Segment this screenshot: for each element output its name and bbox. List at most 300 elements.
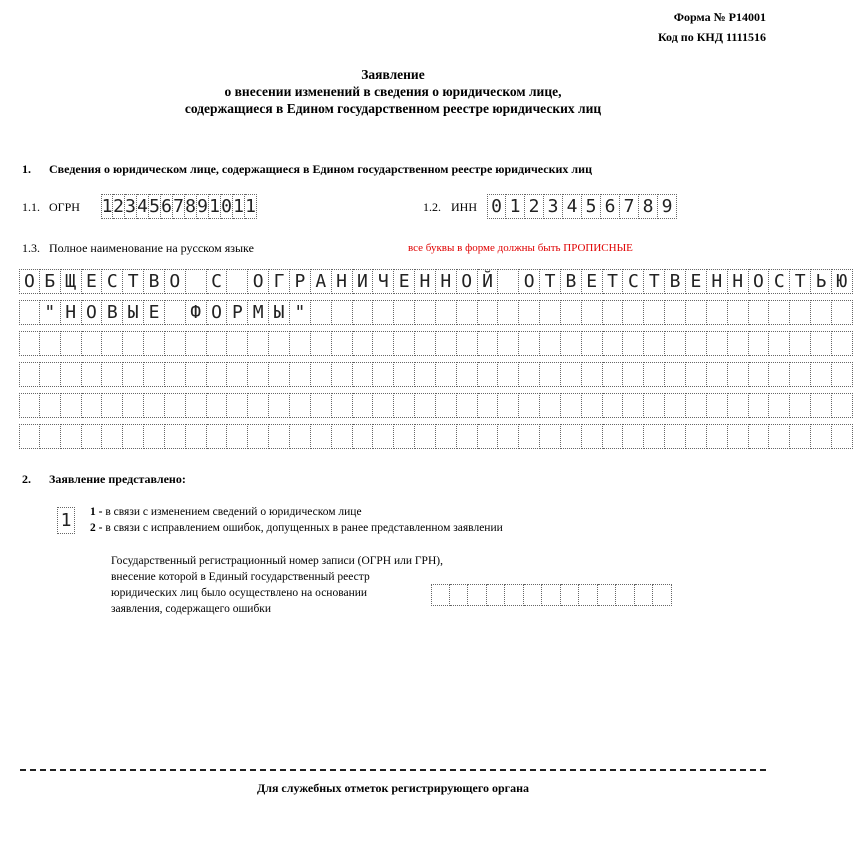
full-name-row[interactable] xyxy=(19,331,853,356)
full-name-letter-cell[interactable] xyxy=(561,362,582,387)
inn-digit[interactable]: 1 xyxy=(506,194,525,219)
full-name-letter-cell[interactable]: С xyxy=(769,269,790,294)
full-name-letter-cell[interactable]: В xyxy=(561,269,582,294)
full-name-letter-cell[interactable] xyxy=(811,362,832,387)
full-name-letter-cell[interactable]: Ч xyxy=(373,269,394,294)
full-name-letter-cell[interactable] xyxy=(82,424,103,449)
full-name-letter-cell[interactable] xyxy=(436,362,457,387)
full-name-letter-cell[interactable] xyxy=(186,269,207,294)
full-name-letter-cell[interactable]: Т xyxy=(644,269,665,294)
full-name-letter-cell[interactable]: Е xyxy=(394,269,415,294)
option-2-text: в связи с исправлением ошибок, допущенных в ранее представленном заявлении xyxy=(102,522,503,534)
full-name-letter-cell[interactable] xyxy=(707,331,728,356)
full-name-letter-cell[interactable] xyxy=(769,300,790,325)
full-name-letter-cell[interactable] xyxy=(373,300,394,325)
full-name-letter-cell[interactable] xyxy=(248,362,269,387)
full-name-letter-cell[interactable] xyxy=(832,331,853,356)
full-name-letter-cell[interactable] xyxy=(186,362,207,387)
ogrn-digit[interactable]: 1 xyxy=(245,196,256,217)
full-name-row[interactable] xyxy=(19,393,853,418)
full-name-letter-cell[interactable] xyxy=(353,300,374,325)
grn-digit[interactable] xyxy=(505,584,524,606)
full-name-letter-cell[interactable] xyxy=(19,362,40,387)
full-name-letter-cell[interactable]: Р xyxy=(290,269,311,294)
full-name-letter-cell[interactable] xyxy=(644,331,665,356)
full-name-letter-cell[interactable] xyxy=(457,362,478,387)
full-name-letter-cell[interactable] xyxy=(436,300,457,325)
full-name-letter-cell[interactable]: О xyxy=(248,269,269,294)
full-name-letter-cell[interactable] xyxy=(665,362,686,387)
full-name-letter-cell[interactable] xyxy=(207,331,228,356)
inn-digit[interactable]: 7 xyxy=(620,194,639,219)
grn-field[interactable] xyxy=(431,584,672,606)
full-name-letter-cell[interactable] xyxy=(332,424,353,449)
option-1-text: в связи с изменением сведений о юридическом лице xyxy=(102,506,362,518)
full-name-letter-cell[interactable] xyxy=(519,424,540,449)
full-name-letter-cell[interactable] xyxy=(290,393,311,418)
full-name-letter-cell[interactable] xyxy=(728,362,749,387)
full-name-letter-cell[interactable]: М xyxy=(248,300,269,325)
full-name-letter-cell[interactable] xyxy=(332,393,353,418)
full-name-letter-cell[interactable] xyxy=(707,300,728,325)
full-name-letter-cell[interactable] xyxy=(436,393,457,418)
full-name-letter-cell[interactable] xyxy=(207,362,228,387)
inn-digit[interactable]: 3 xyxy=(544,194,563,219)
full-name-letter-cell[interactable] xyxy=(207,393,228,418)
full-name-letter-cell[interactable]: С xyxy=(102,269,123,294)
full-name-letter-cell[interactable] xyxy=(394,300,415,325)
grn-digit[interactable] xyxy=(561,584,580,606)
full-name-letter-cell[interactable] xyxy=(290,331,311,356)
full-name-letter-cell[interactable] xyxy=(269,393,290,418)
full-name-letter-cell[interactable] xyxy=(582,393,603,418)
grn-label-line: Государственный регистрационный номер записи (ОГРН или ГРН), xyxy=(111,555,443,567)
full-name-letter-cell[interactable] xyxy=(415,331,436,356)
full-name-letter-cell[interactable] xyxy=(373,331,394,356)
full-name-letter-cell[interactable] xyxy=(728,393,749,418)
full-name-letter-cell[interactable] xyxy=(332,331,353,356)
full-name-letter-cell[interactable]: О xyxy=(165,269,186,294)
full-name-letter-cell[interactable] xyxy=(123,393,144,418)
full-name-letter-cell[interactable] xyxy=(165,393,186,418)
full-name-letter-cell[interactable] xyxy=(394,331,415,356)
full-name-letter-cell[interactable] xyxy=(498,362,519,387)
full-name-letter-cell[interactable] xyxy=(540,424,561,449)
submission-reason-value[interactable]: 1 xyxy=(57,507,75,534)
full-name-letter-cell[interactable]: О xyxy=(19,269,40,294)
full-name-letter-cell[interactable] xyxy=(248,331,269,356)
full-name-row[interactable] xyxy=(19,300,853,325)
grn-digit[interactable] xyxy=(616,584,635,606)
full-name-letter-cell[interactable] xyxy=(498,424,519,449)
ogrn-digit[interactable]: 8 xyxy=(185,196,196,217)
inn-digit[interactable]: 8 xyxy=(639,194,658,219)
full-name-letter-cell[interactable]: В xyxy=(144,269,165,294)
uppercase-note: все буквы в форме должны быть ПРОПИСНЫЕ xyxy=(408,242,633,254)
full-name-letter-cell[interactable] xyxy=(603,362,624,387)
full-name-letter-cell[interactable]: Ы xyxy=(123,300,144,325)
full-name-letter-cell[interactable] xyxy=(61,424,82,449)
full-name-letter-cell[interactable] xyxy=(227,424,248,449)
grn-digit[interactable] xyxy=(487,584,506,606)
full-name-letter-cell[interactable] xyxy=(19,300,40,325)
submission-reason-field[interactable] xyxy=(57,507,75,534)
full-name-letter-cell[interactable] xyxy=(373,362,394,387)
full-name-letter-cell[interactable] xyxy=(123,331,144,356)
full-name-letter-cell[interactable] xyxy=(165,362,186,387)
full-name-letter-cell[interactable] xyxy=(769,331,790,356)
full-name-letter-cell[interactable] xyxy=(457,300,478,325)
full-name-letter-cell[interactable] xyxy=(394,393,415,418)
full-name-letter-cell[interactable] xyxy=(269,362,290,387)
full-name-letter-cell[interactable] xyxy=(311,362,332,387)
inn-digit[interactable]: 0 xyxy=(487,194,506,219)
full-name-letter-cell[interactable] xyxy=(728,300,749,325)
full-name-letter-cell[interactable] xyxy=(40,424,61,449)
full-name-letter-cell[interactable] xyxy=(603,393,624,418)
full-name-letter-cell[interactable]: Н xyxy=(415,269,436,294)
full-name-letter-cell[interactable]: Е xyxy=(582,269,603,294)
full-name-letter-cell[interactable]: И xyxy=(353,269,374,294)
full-name-letter-cell[interactable] xyxy=(144,424,165,449)
full-name-letter-cell[interactable] xyxy=(415,362,436,387)
full-name-letter-cell[interactable] xyxy=(623,362,644,387)
full-name-letter-cell[interactable] xyxy=(832,300,853,325)
full-name-letter-cell[interactable] xyxy=(415,300,436,325)
full-name-letter-cell[interactable] xyxy=(728,331,749,356)
full-name-letter-cell[interactable]: Г xyxy=(269,269,290,294)
full-name-letter-cell[interactable] xyxy=(832,393,853,418)
full-name-letter-cell[interactable] xyxy=(561,393,582,418)
full-name-letter-cell[interactable] xyxy=(603,424,624,449)
full-name-letter-cell[interactable]: Т xyxy=(540,269,561,294)
full-name-letter-cell[interactable] xyxy=(227,331,248,356)
option-1-code: 1 - xyxy=(90,506,103,518)
full-name-letter-cell[interactable] xyxy=(623,300,644,325)
full-name-letter-cell[interactable] xyxy=(603,331,624,356)
full-name-letter-cell[interactable] xyxy=(415,393,436,418)
full-name-letter-cell[interactable] xyxy=(373,393,394,418)
full-name-letter-cell[interactable] xyxy=(811,300,832,325)
full-name-letter-cell[interactable] xyxy=(749,300,770,325)
full-name-letter-cell[interactable]: Б xyxy=(40,269,61,294)
full-name-letter-cell[interactable]: О xyxy=(82,300,103,325)
ogrn-digit[interactable]: 1 xyxy=(209,196,220,217)
full-name-letter-cell[interactable]: О xyxy=(207,300,228,325)
full-name-letter-cell[interactable] xyxy=(790,331,811,356)
full-name-letter-cell[interactable] xyxy=(749,362,770,387)
full-name-letter-cell[interactable] xyxy=(144,362,165,387)
full-name-letter-cell[interactable] xyxy=(478,300,499,325)
full-name-letter-cell[interactable] xyxy=(19,331,40,356)
full-name-letter-cell[interactable] xyxy=(686,424,707,449)
full-name-letter-cell[interactable]: Ы xyxy=(269,300,290,325)
full-name-letter-cell[interactable] xyxy=(644,393,665,418)
full-name-letter-cell[interactable] xyxy=(790,362,811,387)
full-name-letter-cell[interactable] xyxy=(540,362,561,387)
full-name-letter-cell[interactable] xyxy=(603,300,624,325)
full-name-letter-cell[interactable] xyxy=(227,269,248,294)
full-name-letter-cell[interactable] xyxy=(102,393,123,418)
full-name-letter-cell[interactable] xyxy=(811,393,832,418)
full-name-letter-cell[interactable] xyxy=(436,331,457,356)
full-name-letter-cell[interactable] xyxy=(790,300,811,325)
full-name-letter-cell[interactable]: Е xyxy=(686,269,707,294)
grn-digit[interactable] xyxy=(524,584,543,606)
full-name-letter-cell[interactable]: С xyxy=(623,269,644,294)
full-name-letter-cell[interactable] xyxy=(623,331,644,356)
full-name-letter-cell[interactable] xyxy=(61,393,82,418)
full-name-letter-cell[interactable]: Т xyxy=(123,269,144,294)
full-name-letter-cell[interactable]: Щ xyxy=(61,269,82,294)
full-name-letter-cell[interactable]: Н xyxy=(332,269,353,294)
full-name-letter-cell[interactable] xyxy=(561,300,582,325)
full-name-letter-cell[interactable] xyxy=(82,393,103,418)
inn-digit[interactable]: 6 xyxy=(601,194,620,219)
grn-digit[interactable] xyxy=(635,584,654,606)
inn-label: ИНН xyxy=(451,200,477,214)
full-name-letter-cell[interactable] xyxy=(248,393,269,418)
full-name-letter-cell[interactable] xyxy=(436,424,457,449)
full-name-letter-cell[interactable] xyxy=(102,362,123,387)
full-name-letter-cell[interactable] xyxy=(478,362,499,387)
full-name-letter-cell[interactable]: А xyxy=(311,269,332,294)
full-name-letter-cell[interactable] xyxy=(311,331,332,356)
full-name-letter-cell[interactable] xyxy=(519,300,540,325)
full-name-letter-cell[interactable] xyxy=(19,424,40,449)
full-name-letter-cell[interactable] xyxy=(644,424,665,449)
grn-digit[interactable] xyxy=(598,584,617,606)
full-name-letter-cell[interactable] xyxy=(123,424,144,449)
full-name-letter-cell[interactable] xyxy=(644,362,665,387)
full-name-letter-cell[interactable] xyxy=(40,362,61,387)
full-name-letter-cell[interactable] xyxy=(227,393,248,418)
form-number: Форма № Р14001 xyxy=(673,10,766,24)
full-name-letter-cell[interactable] xyxy=(686,331,707,356)
full-name-letter-cell[interactable] xyxy=(686,393,707,418)
ogrn-digit[interactable]: 9 xyxy=(197,196,208,217)
full-name-letter-cell[interactable]: Н xyxy=(436,269,457,294)
full-name-letter-cell[interactable]: Т xyxy=(603,269,624,294)
full-name-letter-cell[interactable]: В xyxy=(102,300,123,325)
full-name-letter-cell[interactable] xyxy=(457,424,478,449)
full-name-letter-cell[interactable] xyxy=(61,362,82,387)
full-name-letter-cell[interactable] xyxy=(311,424,332,449)
full-name-letter-cell[interactable] xyxy=(269,331,290,356)
full-name-letter-cell[interactable] xyxy=(144,331,165,356)
full-name-letter-cell[interactable]: Й xyxy=(478,269,499,294)
full-name-letter-cell[interactable] xyxy=(165,331,186,356)
full-name-letter-cell[interactable]: Ф xyxy=(186,300,207,325)
page-title-line2: о внесении изменений в сведения о юридическом лице, xyxy=(224,84,562,99)
full-name-letter-cell[interactable] xyxy=(749,424,770,449)
full-name-letter-cell[interactable] xyxy=(248,424,269,449)
full-name-letter-cell[interactable] xyxy=(478,424,499,449)
ogrn-digit[interactable]: 3 xyxy=(125,196,136,217)
full-name-letter-cell[interactable] xyxy=(811,424,832,449)
full-name-letter-cell[interactable] xyxy=(540,331,561,356)
full-name-letter-cell[interactable] xyxy=(540,300,561,325)
full-name-row[interactable] xyxy=(19,269,853,294)
full-name-row[interactable] xyxy=(19,424,853,449)
full-name-letter-cell[interactable] xyxy=(498,269,519,294)
full-name-letter-cell[interactable] xyxy=(165,424,186,449)
knd-code: Код по КНД 1111516 xyxy=(657,30,766,44)
full-name-letter-cell[interactable] xyxy=(478,393,499,418)
full-name-letter-cell[interactable] xyxy=(478,331,499,356)
full-name-letter-cell[interactable]: В xyxy=(665,269,686,294)
full-name-letter-cell[interactable] xyxy=(353,362,374,387)
full-name-letter-cell[interactable] xyxy=(498,393,519,418)
ogrn-digit[interactable]: 5 xyxy=(149,196,160,217)
full-name-letter-cell[interactable] xyxy=(665,331,686,356)
full-name-letter-cell[interactable] xyxy=(144,393,165,418)
full-name-letter-cell[interactable]: " xyxy=(40,300,61,325)
ogrn-digit[interactable]: 0 xyxy=(221,196,232,217)
full-name-letter-cell[interactable]: О xyxy=(519,269,540,294)
full-name-letter-cell[interactable] xyxy=(665,393,686,418)
ogrn-label: ОГРН xyxy=(49,200,80,214)
full-name-letter-cell[interactable] xyxy=(686,362,707,387)
full-name-letter-cell[interactable] xyxy=(769,393,790,418)
full-name-letter-cell[interactable] xyxy=(102,331,123,356)
full-name-letter-cell[interactable] xyxy=(415,424,436,449)
full-name-letter-cell[interactable] xyxy=(582,424,603,449)
full-name-letter-cell[interactable] xyxy=(561,424,582,449)
full-name-letter-cell[interactable] xyxy=(457,393,478,418)
ogrn-digit[interactable]: 1 xyxy=(101,196,113,217)
full-name-letter-cell[interactable] xyxy=(332,300,353,325)
grn-digit[interactable] xyxy=(579,584,598,606)
full-name-letter-cell[interactable]: Н xyxy=(707,269,728,294)
full-name-letter-cell[interactable] xyxy=(332,362,353,387)
full-name-letter-cell[interactable]: Н xyxy=(61,300,82,325)
full-name-letter-cell[interactable] xyxy=(186,424,207,449)
full-name-letter-cell[interactable] xyxy=(311,393,332,418)
grn-digit[interactable] xyxy=(431,584,450,606)
full-name-letter-cell[interactable] xyxy=(498,300,519,325)
full-name-letter-cell[interactable] xyxy=(40,331,61,356)
full-name-row[interactable] xyxy=(19,362,853,387)
full-name-letter-cell[interactable] xyxy=(269,424,290,449)
full-name-letter-cell[interactable] xyxy=(519,393,540,418)
grn-label xyxy=(111,553,443,617)
full-name-letter-cell[interactable] xyxy=(290,424,311,449)
full-name-letter-cell[interactable] xyxy=(498,331,519,356)
full-name-letter-cell[interactable] xyxy=(540,393,561,418)
full-name-letter-cell[interactable] xyxy=(353,393,374,418)
full-name-letter-cell[interactable]: Ю xyxy=(832,269,853,294)
full-name-letter-cell[interactable] xyxy=(353,331,374,356)
full-name-letter-cell[interactable]: С xyxy=(207,269,228,294)
grn-digit[interactable] xyxy=(468,584,487,606)
ogrn-digit[interactable]: 1 xyxy=(233,196,244,217)
full-name-letter-cell[interactable] xyxy=(19,393,40,418)
ogrn-digit[interactable]: 6 xyxy=(161,196,172,217)
full-name-letter-cell[interactable] xyxy=(832,424,853,449)
ogrn-digit[interactable]: 2 xyxy=(113,196,124,217)
full-name-letter-cell[interactable] xyxy=(207,424,228,449)
full-name-letter-cell[interactable] xyxy=(82,331,103,356)
inn-digit[interactable]: 2 xyxy=(525,194,544,219)
full-name-letter-cell[interactable]: Ь xyxy=(811,269,832,294)
full-name-letter-cell[interactable] xyxy=(582,300,603,325)
grn-digit[interactable] xyxy=(542,584,561,606)
full-name-letter-cell[interactable] xyxy=(373,424,394,449)
inn-digit[interactable]: 9 xyxy=(658,194,677,219)
full-name-letter-cell[interactable] xyxy=(686,300,707,325)
grn-digit[interactable] xyxy=(653,584,672,606)
inn-field[interactable] xyxy=(487,194,677,219)
ogrn-field[interactable] xyxy=(101,194,257,219)
full-name-letter-cell[interactable]: Е xyxy=(82,269,103,294)
full-name-letter-cell[interactable] xyxy=(707,362,728,387)
ogrn-digit[interactable]: 7 xyxy=(173,196,184,217)
full-name-letter-cell[interactable] xyxy=(102,424,123,449)
full-name-letter-cell[interactable] xyxy=(311,300,332,325)
full-name-letter-cell[interactable]: О xyxy=(749,269,770,294)
full-name-letter-cell[interactable] xyxy=(353,424,374,449)
full-name-letter-cell[interactable] xyxy=(561,331,582,356)
inn-digit[interactable]: 5 xyxy=(582,194,601,219)
full-name-letter-cell[interactable] xyxy=(811,331,832,356)
full-name-letter-cell[interactable] xyxy=(82,362,103,387)
full-name-letter-cell[interactable] xyxy=(790,424,811,449)
full-name-letter-cell[interactable] xyxy=(728,424,749,449)
full-name-letter-cell[interactable] xyxy=(394,362,415,387)
full-name-letter-cell[interactable] xyxy=(165,300,186,325)
ogrn-digit[interactable]: 4 xyxy=(137,196,148,217)
full-name-letter-cell[interactable] xyxy=(123,362,144,387)
full-name-letter-cell[interactable] xyxy=(186,393,207,418)
full-name-letter-cell[interactable] xyxy=(519,331,540,356)
full-name-letter-cell[interactable] xyxy=(769,424,790,449)
full-name-letter-cell[interactable] xyxy=(394,424,415,449)
section1-heading: Сведения о юридическом лице, содержащиеся в Едином государственном реестре юридических лиц xyxy=(49,162,592,176)
full-name-letter-cell[interactable] xyxy=(769,362,790,387)
full-name-letter-cell[interactable]: " xyxy=(290,300,311,325)
full-name-letter-cell[interactable] xyxy=(623,424,644,449)
full-name-letter-cell[interactable]: Р xyxy=(227,300,248,325)
full-name-letter-cell[interactable] xyxy=(61,331,82,356)
grn-label-line: юридических лиц было осуществлено на основании xyxy=(111,587,368,599)
full-name-letter-cell[interactable] xyxy=(707,393,728,418)
full-name-letter-cell[interactable]: Т xyxy=(790,269,811,294)
full-name-letter-cell[interactable] xyxy=(749,393,770,418)
full-name-letter-cell[interactable] xyxy=(832,362,853,387)
full-name-letter-cell[interactable]: Н xyxy=(728,269,749,294)
grn-digit[interactable] xyxy=(450,584,469,606)
full-name-letter-cell[interactable] xyxy=(290,362,311,387)
full-name-letter-cell[interactable]: Е xyxy=(144,300,165,325)
full-name-letter-cell[interactable] xyxy=(665,300,686,325)
inn-digit[interactable]: 4 xyxy=(563,194,582,219)
full-name-letter-cell[interactable]: О xyxy=(457,269,478,294)
full-name-letter-cell[interactable] xyxy=(582,362,603,387)
full-name-letter-cell[interactable] xyxy=(227,362,248,387)
full-name-letter-cell[interactable] xyxy=(790,393,811,418)
full-name-letter-cell[interactable] xyxy=(186,331,207,356)
full-name-letter-cell[interactable] xyxy=(457,331,478,356)
full-name-letter-cell[interactable] xyxy=(707,424,728,449)
full-name-letter-cell[interactable] xyxy=(582,331,603,356)
full-name-letter-cell[interactable] xyxy=(40,393,61,418)
full-name-letter-cell[interactable] xyxy=(749,331,770,356)
full-name-letter-cell[interactable] xyxy=(519,362,540,387)
full-name-letter-cell[interactable] xyxy=(644,300,665,325)
full-name-letter-cell[interactable] xyxy=(623,393,644,418)
full-name-letter-cell[interactable] xyxy=(665,424,686,449)
